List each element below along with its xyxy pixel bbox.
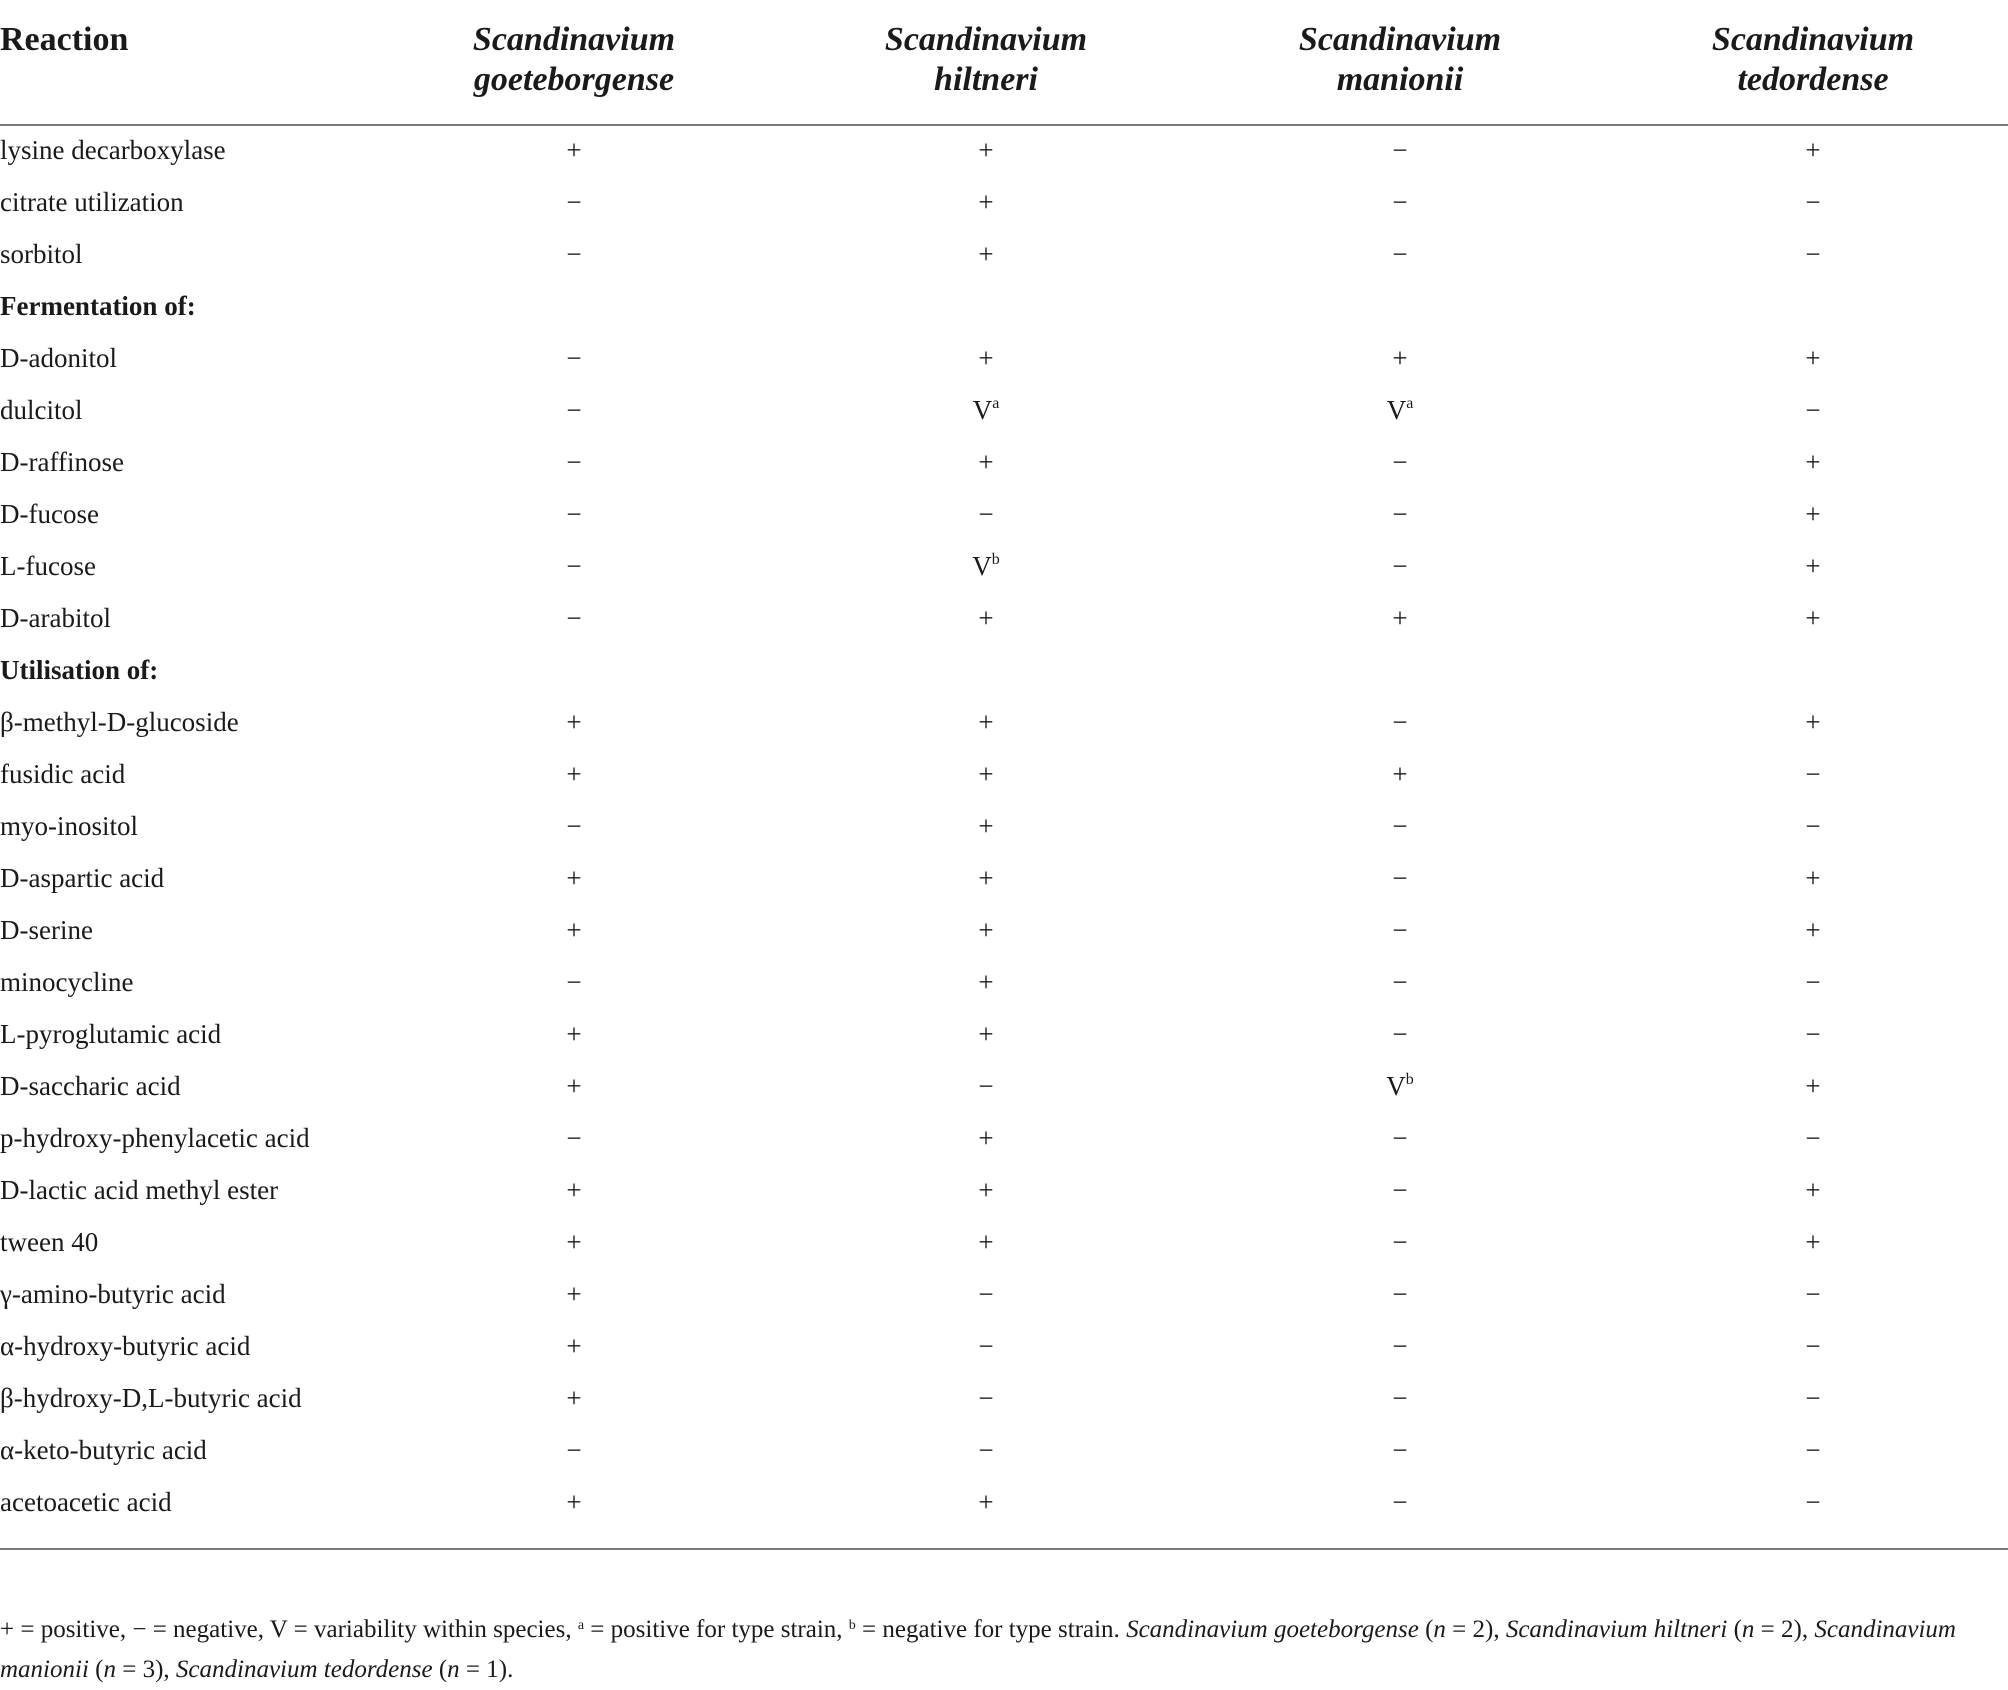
result-value: − bbox=[1392, 239, 1408, 269]
reaction-name: α-keto-butyric acid bbox=[0, 1435, 207, 1465]
result-cell bbox=[906, 748, 1066, 800]
result-value: − bbox=[566, 499, 582, 529]
result-cell bbox=[1320, 1320, 1480, 1372]
result-value: + bbox=[978, 239, 994, 269]
result-cell bbox=[1320, 488, 1480, 540]
result-value: + bbox=[566, 915, 582, 945]
result-value: − bbox=[1805, 1019, 1821, 1049]
result-cell bbox=[906, 1320, 1066, 1372]
result-value: − bbox=[1805, 811, 1821, 841]
result-value: − bbox=[566, 395, 582, 425]
footnote-species-1: Scandinavium goeteborgense bbox=[1126, 1616, 1419, 1643]
table-bottom-rule bbox=[0, 1548, 2008, 1550]
result-cell bbox=[1733, 800, 1893, 852]
section-header-row bbox=[0, 280, 2008, 332]
result-cell bbox=[906, 124, 1066, 176]
result-value: − bbox=[1392, 1227, 1408, 1257]
result-value: + bbox=[566, 1019, 582, 1049]
result-value: − bbox=[1392, 811, 1408, 841]
header-species-4-epithet: tedordense bbox=[1737, 61, 1889, 98]
result-value: + bbox=[978, 135, 994, 165]
result-value: − bbox=[1392, 1019, 1408, 1049]
result-cell bbox=[1733, 540, 1893, 592]
section-header-row bbox=[0, 644, 2008, 696]
result-value: − bbox=[1392, 551, 1408, 581]
result-value: + bbox=[566, 1383, 582, 1413]
result-cell bbox=[494, 748, 654, 800]
header-species-2 bbox=[826, 20, 1146, 100]
result-value: − bbox=[1805, 1279, 1821, 1309]
result-cell bbox=[1733, 228, 1893, 280]
result-value: − bbox=[566, 187, 582, 217]
result-value: − bbox=[1392, 447, 1408, 477]
header-species-2-genus: Scandinavium bbox=[884, 21, 1088, 58]
result-cell bbox=[906, 592, 1066, 644]
result-value: + bbox=[566, 863, 582, 893]
result-value: + bbox=[566, 759, 582, 789]
footnote-species-3-open: ( bbox=[88, 1656, 104, 1683]
result-cell bbox=[1320, 852, 1480, 904]
result-value: + bbox=[566, 1279, 582, 1309]
result-cell bbox=[1320, 800, 1480, 852]
result-cell bbox=[1733, 384, 1893, 436]
reaction-name: dulcitol bbox=[0, 395, 83, 425]
result-value: + bbox=[1392, 603, 1408, 633]
result-cell bbox=[494, 800, 654, 852]
reaction-name: sorbitol bbox=[0, 239, 83, 269]
header-species-3-genus: Scandinavium bbox=[1298, 21, 1502, 58]
table-row bbox=[0, 1060, 2008, 1112]
result-cell bbox=[1733, 436, 1893, 488]
footnote-species-2-count: = 2), bbox=[1754, 1616, 1815, 1643]
reaction-name: D-serine bbox=[0, 915, 93, 945]
section-label: Utilisation of: bbox=[0, 655, 159, 685]
result-cell bbox=[1733, 904, 1893, 956]
table-row bbox=[0, 332, 2008, 384]
result-value: + bbox=[978, 603, 994, 633]
result-cell bbox=[494, 1008, 654, 1060]
result-value: V bbox=[1386, 395, 1407, 425]
table-row bbox=[0, 488, 2008, 540]
table-row bbox=[0, 1268, 2008, 1320]
table-row bbox=[0, 1008, 2008, 1060]
result-value: − bbox=[1805, 967, 1821, 997]
result-value: + bbox=[978, 1019, 994, 1049]
result-cell bbox=[1320, 1372, 1480, 1424]
reaction-name: L-pyroglutamic acid bbox=[0, 1019, 222, 1049]
result-value: + bbox=[978, 811, 994, 841]
result-cell bbox=[1733, 1216, 1893, 1268]
result-cell bbox=[906, 332, 1066, 384]
footnote-species-1-open: ( bbox=[1418, 1616, 1434, 1643]
result-value: V bbox=[972, 551, 992, 581]
reaction-name: myo-inositol bbox=[0, 811, 139, 841]
footnote-species-2-open: ( bbox=[1727, 1616, 1742, 1643]
footnote-species-1-count: = 2), bbox=[1445, 1616, 1506, 1643]
result-value: + bbox=[1392, 759, 1408, 789]
table-row bbox=[0, 228, 2008, 280]
footnote-species-4-open: ( bbox=[432, 1656, 448, 1683]
result-value: − bbox=[1805, 1487, 1821, 1517]
result-cell bbox=[494, 696, 654, 748]
reaction-name: acetoacetic acid bbox=[0, 1487, 172, 1517]
result-value: − bbox=[1805, 1331, 1821, 1361]
table-row bbox=[0, 904, 2008, 956]
result-cell bbox=[494, 1476, 654, 1528]
header-reaction: Reaction bbox=[0, 21, 129, 58]
result-cell bbox=[1320, 1476, 1480, 1528]
result-value: − bbox=[1392, 1123, 1408, 1153]
reaction-name: minocycline bbox=[0, 967, 134, 997]
table-footnote bbox=[0, 1610, 1990, 1690]
result-cell bbox=[1320, 176, 1480, 228]
reaction-name: fusidic acid bbox=[0, 759, 126, 789]
result-value: + bbox=[978, 1175, 994, 1205]
result-value: + bbox=[978, 1487, 994, 1517]
result-cell bbox=[1733, 956, 1893, 1008]
reaction-name: γ-amino-butyric acid bbox=[0, 1279, 226, 1309]
result-cell bbox=[906, 1424, 1066, 1476]
result-cell bbox=[1320, 1112, 1480, 1164]
result-value: − bbox=[1392, 707, 1408, 737]
result-value: − bbox=[978, 1331, 994, 1361]
result-cell bbox=[494, 1372, 654, 1424]
result-cell bbox=[906, 956, 1066, 1008]
result-value: − bbox=[566, 447, 582, 477]
result-cell bbox=[906, 1476, 1066, 1528]
result-value: + bbox=[978, 1123, 994, 1153]
result-value: − bbox=[1805, 1123, 1821, 1153]
result-value: − bbox=[1392, 863, 1408, 893]
reaction-name: D-lactic acid methyl ester bbox=[0, 1175, 279, 1205]
result-cell bbox=[494, 1060, 654, 1112]
table-row bbox=[0, 1372, 2008, 1424]
footnote-legend-2: = positive for type strain, bbox=[584, 1616, 849, 1643]
result-cell bbox=[1733, 1112, 1893, 1164]
table-row bbox=[0, 592, 2008, 644]
footnote-species-4-count: = 1). bbox=[459, 1656, 514, 1683]
footnote-species-2-n: n bbox=[1741, 1616, 1755, 1643]
result-cell bbox=[494, 592, 654, 644]
result-cell bbox=[494, 1112, 654, 1164]
header-species-3 bbox=[1240, 20, 1560, 100]
result-cell bbox=[494, 1164, 654, 1216]
result-value: + bbox=[1805, 343, 1821, 373]
result-value: + bbox=[1805, 707, 1821, 737]
result-footnote-mark: b bbox=[1405, 1071, 1414, 1088]
result-cell bbox=[1320, 1268, 1480, 1320]
result-value: + bbox=[1805, 863, 1821, 893]
result-cell bbox=[1320, 904, 1480, 956]
result-value: − bbox=[566, 1435, 582, 1465]
footnote-species-4-n: n bbox=[447, 1656, 460, 1683]
header-species-2-epithet: hiltneri bbox=[934, 61, 1038, 98]
result-value: + bbox=[566, 1071, 582, 1101]
result-value: − bbox=[566, 811, 582, 841]
result-cell bbox=[906, 1060, 1066, 1112]
footnote-species-3-n: n bbox=[103, 1656, 116, 1683]
result-cell bbox=[1733, 1060, 1893, 1112]
table-row bbox=[0, 384, 2008, 436]
result-cell bbox=[1733, 1476, 1893, 1528]
result-cell bbox=[906, 1112, 1066, 1164]
footnote-sup-b: b bbox=[848, 1618, 856, 1633]
result-value: + bbox=[566, 1175, 582, 1205]
result-value: + bbox=[978, 915, 994, 945]
result-cell bbox=[494, 176, 654, 228]
result-cell bbox=[1320, 1060, 1480, 1112]
result-cell bbox=[1733, 124, 1893, 176]
result-cell bbox=[906, 540, 1066, 592]
table-row bbox=[0, 540, 2008, 592]
reaction-name: β-hydroxy-D,L-butyric acid bbox=[0, 1383, 302, 1413]
result-cell bbox=[1320, 1424, 1480, 1476]
reaction-name: lysine decarboxylase bbox=[0, 135, 226, 165]
table-row bbox=[0, 1476, 2008, 1528]
result-cell bbox=[1320, 592, 1480, 644]
result-cell bbox=[494, 1320, 654, 1372]
result-cell bbox=[1320, 1216, 1480, 1268]
reaction-name: D-raffinose bbox=[0, 447, 124, 477]
result-cell bbox=[1733, 1008, 1893, 1060]
result-cell bbox=[1733, 1424, 1893, 1476]
footnote-species-3-count: = 3), bbox=[115, 1656, 176, 1683]
section-label: Fermentation of: bbox=[0, 291, 196, 321]
result-cell bbox=[494, 228, 654, 280]
result-cell bbox=[906, 1268, 1066, 1320]
result-cell bbox=[906, 176, 1066, 228]
result-cell bbox=[906, 228, 1066, 280]
footnote-legend-1: + = positive, − = negative, V = variability within species, bbox=[0, 1616, 578, 1643]
result-cell bbox=[1320, 748, 1480, 800]
result-value: − bbox=[1392, 499, 1408, 529]
result-cell bbox=[1320, 124, 1480, 176]
result-value: − bbox=[566, 239, 582, 269]
result-cell bbox=[494, 1268, 654, 1320]
result-cell bbox=[1733, 1164, 1893, 1216]
result-value: − bbox=[566, 551, 582, 581]
result-cell bbox=[1733, 1268, 1893, 1320]
result-value: − bbox=[566, 1123, 582, 1153]
result-cell bbox=[494, 436, 654, 488]
result-cell bbox=[494, 332, 654, 384]
reaction-name: tween 40 bbox=[0, 1227, 99, 1257]
table-row bbox=[0, 436, 2008, 488]
result-value: − bbox=[1805, 1435, 1821, 1465]
result-value: − bbox=[1805, 187, 1821, 217]
result-value: + bbox=[566, 1331, 582, 1361]
result-value: + bbox=[1805, 603, 1821, 633]
table-row bbox=[0, 1216, 2008, 1268]
result-value: + bbox=[1805, 915, 1821, 945]
result-cell bbox=[1320, 696, 1480, 748]
result-cell bbox=[906, 1372, 1066, 1424]
result-cell bbox=[494, 124, 654, 176]
result-cell bbox=[1320, 436, 1480, 488]
result-cell bbox=[494, 1216, 654, 1268]
result-cell bbox=[906, 696, 1066, 748]
result-value: + bbox=[978, 187, 994, 217]
result-value: + bbox=[1805, 135, 1821, 165]
table-row bbox=[0, 1424, 2008, 1476]
result-cell bbox=[494, 904, 654, 956]
footnote-sup-a: a bbox=[577, 1618, 585, 1633]
result-cell bbox=[1320, 1008, 1480, 1060]
result-cell bbox=[906, 852, 1066, 904]
reaction-name: citrate utilization bbox=[0, 187, 184, 217]
result-value: V bbox=[1386, 1071, 1406, 1101]
result-value: − bbox=[1805, 239, 1821, 269]
result-value: − bbox=[1392, 1331, 1408, 1361]
result-cell bbox=[1320, 228, 1480, 280]
table-row bbox=[0, 696, 2008, 748]
result-value: − bbox=[978, 1383, 994, 1413]
reaction-name: L-fucose bbox=[0, 551, 96, 581]
result-cell bbox=[906, 904, 1066, 956]
result-value: + bbox=[1805, 1071, 1821, 1101]
result-value: − bbox=[566, 603, 582, 633]
result-value: + bbox=[1805, 1227, 1821, 1257]
table-row bbox=[0, 748, 2008, 800]
result-value: − bbox=[1392, 1279, 1408, 1309]
result-cell bbox=[1733, 1372, 1893, 1424]
result-value: − bbox=[1392, 1435, 1408, 1465]
result-value: − bbox=[1392, 1487, 1408, 1517]
result-footnote-mark: a bbox=[1406, 395, 1414, 412]
result-cell bbox=[1733, 852, 1893, 904]
table-row bbox=[0, 800, 2008, 852]
table-row bbox=[0, 1164, 2008, 1216]
result-value: − bbox=[978, 1279, 994, 1309]
header-species-1-epithet: goeteborgense bbox=[473, 61, 675, 98]
header-species-1 bbox=[414, 20, 734, 100]
footnote-species-3: Scandinavium manionii bbox=[0, 1616, 1956, 1683]
result-footnote-mark: b bbox=[991, 551, 1000, 568]
reaction-name: p-hydroxy-phenylacetic acid bbox=[0, 1123, 310, 1153]
result-cell bbox=[1733, 748, 1893, 800]
result-value: − bbox=[1392, 135, 1408, 165]
table-row bbox=[0, 1320, 2008, 1372]
result-cell bbox=[906, 1216, 1066, 1268]
result-value: − bbox=[1805, 759, 1821, 789]
result-value: + bbox=[1805, 551, 1821, 581]
result-cell bbox=[494, 852, 654, 904]
result-value: − bbox=[1392, 967, 1408, 997]
result-value: + bbox=[978, 1227, 994, 1257]
result-value: + bbox=[566, 135, 582, 165]
result-value: − bbox=[978, 499, 994, 529]
result-value: + bbox=[1805, 499, 1821, 529]
result-cell bbox=[906, 1008, 1066, 1060]
result-cell bbox=[1733, 696, 1893, 748]
result-value: + bbox=[566, 1487, 582, 1517]
footnote-species-2: Scandinavium hiltneri bbox=[1505, 1616, 1728, 1643]
result-cell bbox=[494, 1424, 654, 1476]
footnote-species-1-n: n bbox=[1433, 1616, 1446, 1643]
result-value: − bbox=[566, 343, 582, 373]
result-footnote-mark: a bbox=[992, 395, 1000, 412]
reaction-name: D-adonitol bbox=[0, 343, 117, 373]
result-value: − bbox=[1392, 1383, 1408, 1413]
footnote-species-4: Scandinavium tedordense bbox=[175, 1656, 433, 1683]
table-row bbox=[0, 124, 2008, 176]
result-value: + bbox=[978, 967, 994, 997]
result-cell bbox=[1320, 540, 1480, 592]
result-value: + bbox=[1805, 1175, 1821, 1205]
result-value: − bbox=[1805, 1383, 1821, 1413]
result-value: − bbox=[1805, 395, 1821, 425]
header-species-4 bbox=[1653, 20, 1973, 100]
result-cell bbox=[1320, 1164, 1480, 1216]
footnote-legend-3: = negative for type strain. bbox=[855, 1616, 1127, 1643]
result-cell bbox=[1733, 176, 1893, 228]
result-value: − bbox=[566, 967, 582, 997]
reaction-name: β-methyl-D-glucoside bbox=[0, 707, 239, 737]
result-value: − bbox=[1392, 1175, 1408, 1205]
header-species-1-genus: Scandinavium bbox=[472, 21, 676, 58]
reaction-name: D-aspartic acid bbox=[0, 863, 165, 893]
result-cell bbox=[1320, 956, 1480, 1008]
result-value: + bbox=[978, 863, 994, 893]
result-cell bbox=[1320, 332, 1480, 384]
reaction-name: D-fucose bbox=[0, 499, 99, 529]
result-cell bbox=[906, 488, 1066, 540]
result-cell bbox=[494, 384, 654, 436]
result-value: − bbox=[1392, 915, 1408, 945]
result-value: + bbox=[1392, 343, 1408, 373]
result-cell bbox=[1733, 332, 1893, 384]
table-row bbox=[0, 956, 2008, 1008]
result-cell bbox=[906, 800, 1066, 852]
result-cell bbox=[494, 488, 654, 540]
table-row bbox=[0, 1112, 2008, 1164]
header-species-4-genus: Scandinavium bbox=[1711, 21, 1915, 58]
reaction-name: α-hydroxy-butyric acid bbox=[0, 1331, 251, 1361]
result-cell bbox=[906, 384, 1066, 436]
result-value: − bbox=[1392, 187, 1408, 217]
reaction-name: D-saccharic acid bbox=[0, 1071, 181, 1101]
result-cell bbox=[1733, 488, 1893, 540]
result-cell bbox=[906, 436, 1066, 488]
result-value: + bbox=[978, 759, 994, 789]
result-cell bbox=[1733, 592, 1893, 644]
result-value: + bbox=[566, 707, 582, 737]
result-value: − bbox=[978, 1071, 994, 1101]
result-value: V bbox=[972, 395, 993, 425]
header-species-3-epithet: manionii bbox=[1336, 61, 1464, 98]
result-value: + bbox=[566, 1227, 582, 1257]
result-value: + bbox=[978, 707, 994, 737]
result-value: + bbox=[1805, 447, 1821, 477]
result-cell bbox=[494, 956, 654, 1008]
result-cell bbox=[1733, 1320, 1893, 1372]
result-cell bbox=[494, 540, 654, 592]
result-value: + bbox=[978, 447, 994, 477]
table-row bbox=[0, 852, 2008, 904]
result-cell bbox=[906, 1164, 1066, 1216]
reaction-name: D-arabitol bbox=[0, 603, 111, 633]
result-cell bbox=[1320, 384, 1480, 436]
result-value: + bbox=[978, 343, 994, 373]
table-row bbox=[0, 176, 2008, 228]
result-value: − bbox=[978, 1435, 994, 1465]
